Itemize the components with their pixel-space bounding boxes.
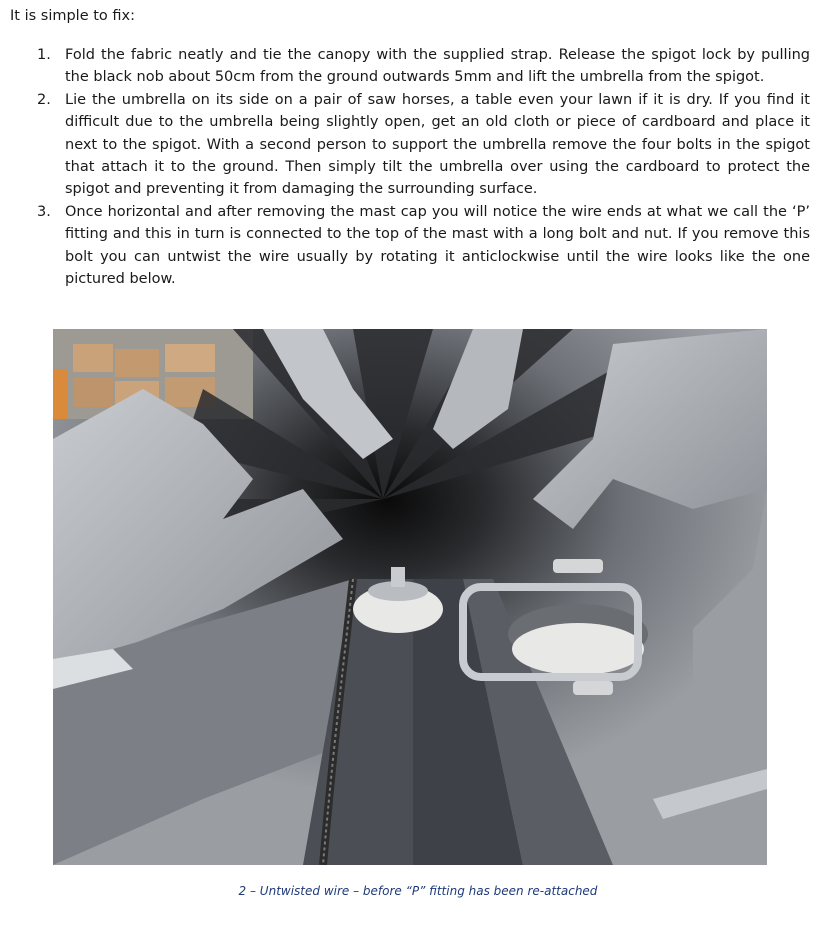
step-number: 1. <box>37 47 51 63</box>
step-text: Once horizontal and after removing the mast cap you will notice the wire ends at what we call the ‘P’ fitting and this in turn is connected to the top of the mast with a long bolt and nut. If you remove this bolt you can untwist the wire usually by rotating it anticlockwise until the wire looks like the one pictured below. <box>65 203 810 288</box>
mast-interior-photo <box>53 329 767 865</box>
list-item <box>30 44 810 89</box>
bolt <box>553 559 603 573</box>
intro-text: It is simple to fix: <box>10 8 135 24</box>
list-item <box>30 89 810 201</box>
bolt <box>573 681 613 695</box>
step-number: 2. <box>37 91 51 108</box>
step-text: Fold the fabric neatly and tie the canopy with the supplied strap. Release the spigot lock by pulling the black nob about 50cm from the ground outwards 5mm and lift the umbrella from the spigot. <box>65 47 810 86</box>
step-text: Lie the umbrella on its side on a pair of saw horses, a table even your lawn if it is dry. If you find it difficult due to the umbrella being slightly open, get an old cloth or piece of cardboard and place it next to the spigot. With a second person to support the umbrella remove the four bolts in the spigot that attach it to the ground. Then simply tilt the umbrella over using the cardboard to protect the spigot and preventing it from damaging the surrounding surface. <box>65 91 810 198</box>
instruction-list <box>30 44 810 290</box>
list-item <box>30 201 810 291</box>
photo-illustration <box>53 329 767 865</box>
figure-caption: 2 – Untwisted wire – before “P” fitting has been re-attached <box>238 884 598 898</box>
step-number: 3. <box>37 203 51 220</box>
